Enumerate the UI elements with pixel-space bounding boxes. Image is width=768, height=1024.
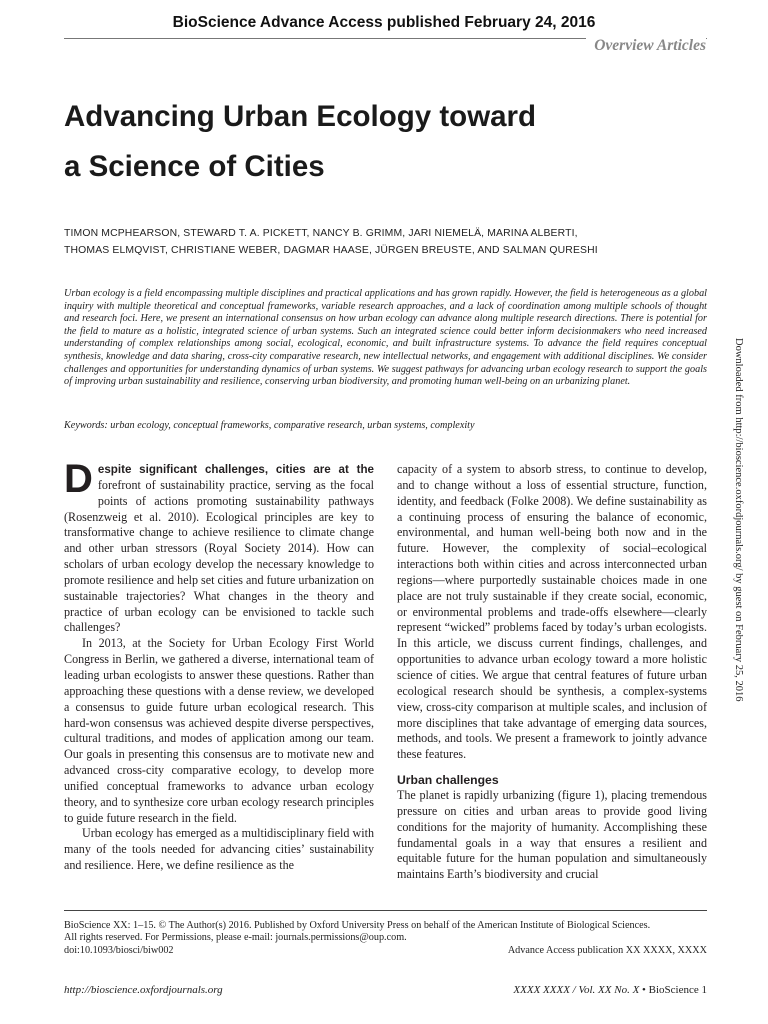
authors-line-2: THOMAS ELMQVIST, CHRISTIANE WEBER, DAGMAR HAASE, JÜRGEN BREUSTE, AND SALMAN QURESHI	[64, 245, 598, 256]
advance-access-line: Advance Access publication XX XXXX, XXXX	[507, 944, 707, 956]
article-title	[64, 92, 724, 192]
journal-banner: BioScience Advance Access published February 24, 2016	[172, 14, 596, 31]
footnote-rule	[64, 910, 707, 911]
section-label: Overview Articles	[586, 37, 706, 55]
copyright-line: BioScience XX: 1–15. © The Author(s) 2016. Published by Oxford University Press on behalf of the American Institute of Biological Sciences.	[64, 920, 651, 931]
title-line-1: Advancing Urban Ecology toward	[64, 100, 537, 133]
paragraph-5: The planet is rapidly urbanizing (figure 1), placing tremendous pressure on cities and urban areas to provide good living conditions for the majority of humanity. Accomplishing these fundamental goals in a way that ensures a resilient and equitable future for the human population and simultaneously maintains Earth’s biodiversity and crucial	[397, 788, 707, 882]
authors-line-1: TIMON MCPHEARSON, STEWARD T. A. PICKETT, NANCY B. GRIMM, JARI NIEMELÄ, MARINA ALBERTI,	[64, 228, 578, 239]
journal-page-number: • BioScience 1	[639, 984, 707, 996]
journal-url-link[interactable]: http://bioscience.oxfordjournals.org	[64, 984, 223, 996]
section-heading-urban-challenges: Urban challenges	[397, 773, 499, 788]
paragraph-2: In 2013, at the Society for Urban Ecology First World Congress in Berlin, we gathered a diverse, international team of leading urban ecologists to answer these questions. Rather than approaching these questions with a dense review, we developed a consensus to guide future urban ecological research. This hard-won consensus was achieved despite diverse perspectives, cultural traditions, and modes of application among our team. Our goals in presenting this consensus are to motivate new and advanced cross-city comparative ecology, to develop more unified conceptual frameworks to advance urban ecology theory, and to synthesize core urban ecology research principles to guide future research in the field.	[64, 636, 374, 825]
paragraph-3: Urban ecology has emerged as a multidisciplinary field with many of the tools needed for advancing cities’ sustainability and resilience. Here, we define resilience as the	[64, 826, 374, 873]
intro-paragraph	[64, 457, 374, 636]
intro-text: forefront of sustainability practice, serving as the focal points of actions promoting sustainability pathways (Rosenzweig et al. 2010). Ecological principles are key to transformative change to achieve resilience to climate change and other urban stressors (Royal Society 2014). How can scholars of urban ecology develop the necessary knowledge to promote resilience and help set cities and future urbanization on sustainable trajectories? What changes in the theory and practice of urban ecology can be envisioned to tackle such challenges?	[64, 477, 374, 635]
keywords: Keywords: urban ecology, conceptual frameworks, comparative research, urban systems, complexity	[64, 420, 475, 431]
drop-cap: D	[64, 457, 93, 501]
paragraph-4: capacity of a system to absorb stress, to continue to develop, and to change without a loss of essential structure, function, identity, and feedback (Folke 2008). We define sustainability as a continuing process of ensuring the balance of economic, environmental, and human well-being both now and in the future. However, the complexity of social–ecological interactions both within cities and across interconnected urban regions—where purportedly sustainable choices made in one place are not truly sustainable if they create social, economic, or environmental problems and trade-offs elsewhere—clearly represent “wicked” problems faced by today’s urban ecologists. In this article, we discuss current findings, challenges, and opportunities to advance urban ecology toward a more holistic science of cities. We argue that central features of future urban ecological research should be synthesis, a complex-systems view, cross-city comparison at multiple scales, and inclusion of more disciplines that take advantage of emerging data sources, methods, and tools. We present a framework to jointly advance these features.	[397, 462, 707, 762]
permissions-line: All rights reserved. For Permissions, please e-mail: journals.permissions@oup.com.	[64, 932, 407, 944]
body-column-left	[64, 457, 374, 874]
author-list	[64, 225, 724, 259]
download-watermark	[728, 338, 744, 718]
abstract: Urban ecology is a field encompassing multiple disciplines and practical applications and has grown rapidly. However, the field is heterogeneous as a global inquiry with multiple theoretical and conceptual frameworks, variable research approaches, and a lack of coordination among multiple schools of thought and research foci. Here, we present an international consensus on how urban ecology can advance along multiple research directions. There is potential for the field to mature as a holistic, integrated science of urban systems. Such an integrated science could better inform decisionmakers who need increased understanding of complex relationships among social, ecological, economic, and built infrastructure systems. To advance the field requires conceptual synthesis, knowledge and data sharing, cross-city comparative research, new intellectual networks, and engagement with additional disciplines. We consider challenges and opportunities for understanding dynamics of urban systems. We suggest pathways for advancing urban ecology research to support the goals of improving urban sustainability and resilience, conserving urban biodiversity, and promoting human well-being on an urbanizing planet.	[64, 288, 707, 388]
issue-info: XXXX XXXX / Vol. XX No. X	[513, 984, 640, 996]
body-column-right	[397, 462, 707, 883]
copyright-footnote	[64, 920, 707, 957]
title-line-2: a Science of Cities	[64, 150, 325, 183]
page-footer-citation	[513, 984, 707, 996]
download-note-text: Downloaded from http://bioscience.oxfordjournals.org/ by guest on February 25, 2016	[733, 338, 744, 702]
lead-in-text: espite significant challenges, cities are at the	[97, 463, 374, 476]
doi-line: doi:10.1093/biosci/biw002	[64, 944, 174, 956]
